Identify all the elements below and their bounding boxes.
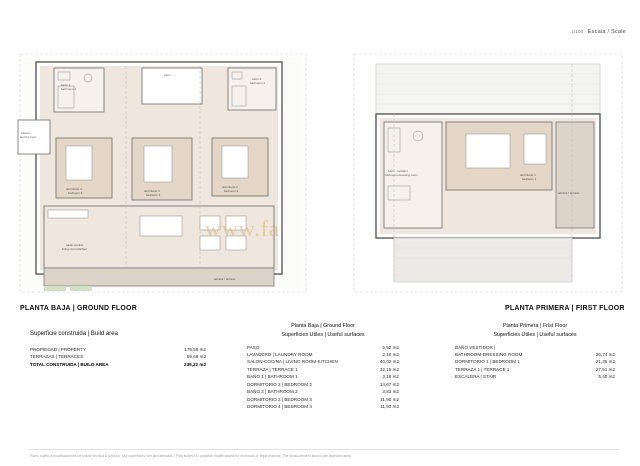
svg-text:trastero: trastero [21, 131, 31, 135]
row-value: 40,02 m2 [379, 359, 399, 365]
svg-text:bedroom 2: bedroom 2 [224, 189, 239, 193]
table-row [30, 353, 206, 360]
row-value: 21,35 m2 [595, 359, 615, 365]
table-row [247, 388, 399, 395]
row-value: 11,90 m2 [380, 404, 399, 409]
footer-divider [30, 449, 620, 450]
svg-text:terraza / terrace: terraza / terrace [558, 191, 580, 195]
row-label: LAVADERO | LAUNDRY ROOM [247, 351, 313, 357]
svg-text:dormitorio 2: dormitorio 2 [222, 185, 238, 189]
svg-text:living room-kitchen: living room-kitchen [62, 247, 88, 251]
table-row [247, 351, 399, 358]
first-floor-surfaces-table [455, 322, 615, 381]
row-value: 26,74 m2 [595, 351, 615, 357]
row-value: 14,67 m2 [379, 381, 399, 387]
row-label: ESCALERA | STAIR [455, 374, 497, 380]
ground-floor-surfaces-table [247, 322, 399, 410]
row-value: 175,56 m2 [184, 346, 206, 352]
footer-note: Plano sujeto a modificaciones de índole técnica o jurídica. Las superficies son aproximadas / Plan subject to possible modifications for technical or legal reasons. The measurement shown are approximately. [30, 454, 352, 458]
svg-text:bedroom 3: bedroom 3 [146, 193, 161, 197]
table-row-total [30, 361, 206, 368]
row-label: BAÑO 2 | BATHROOM 2 [247, 389, 298, 395]
row-label: TERRAZA 1 | TERRACE 1 [455, 366, 510, 372]
table-row [455, 344, 615, 351]
heading-line-2: Superficies Utiles | Useful surfaces [493, 331, 577, 338]
row-value: 59,66 m2 [186, 354, 206, 360]
row-value: 5,52 m2 [382, 344, 399, 350]
svg-text:dormitorio 1: dormitorio 1 [520, 173, 536, 177]
table-row [247, 366, 399, 373]
row-value: 32,15 m2 [379, 366, 399, 372]
row-label: PASO [247, 344, 260, 350]
row-label: TOTAL CONSTRUIDA | BUILD AREA [30, 361, 109, 367]
row-label: BAÑO 1 | BATHROOM 1 [247, 374, 298, 380]
table-row [30, 346, 206, 353]
table-row [247, 344, 399, 351]
row-label: SALON-COCINA | LIVING ROOM-KITCHEN [247, 359, 338, 365]
row-value: 2,10 m2 [382, 351, 399, 357]
built-area-rows [30, 346, 206, 368]
heading-line-1: Planta Primera | Frist Floor [502, 323, 568, 329]
table-row [455, 358, 615, 365]
svg-text:baño 2: baño 2 [252, 77, 262, 81]
svg-text:bedroom 1: bedroom 1 [522, 177, 537, 181]
row-label: DORMITORIO 2 | BEDROOM 2 [247, 381, 312, 387]
row-label: DORMITORIO 4 | BEDROOM 4 [247, 404, 312, 409]
ground-floor-title: PLANTA BAJA | GROUND FLOOR [20, 305, 137, 312]
watermark: www.fa [205, 216, 280, 241]
table-row [247, 373, 399, 380]
svg-text:laundry room: laundry room [20, 135, 37, 139]
table-row [455, 366, 615, 373]
svg-text:baño 1: baño 1 [61, 83, 71, 87]
first-floor-plan [348, 50, 630, 300]
svg-text:salón-cocina: salón-cocina [66, 243, 83, 247]
row-value: 11,90 m2 [380, 396, 399, 402]
row-label: TERRAZAS | TERRACES [30, 354, 84, 360]
row-label: PROPIEDAD | PROPERTY [30, 346, 86, 352]
first-floor-surfaces-heading [455, 322, 615, 340]
scale-value: 1/100 [571, 29, 584, 34]
svg-text:bathroom-dressing room: bathroom-dressing room [385, 173, 418, 177]
svg-text:bathroom 2: bathroom 2 [250, 81, 266, 85]
table-row [455, 351, 615, 358]
row-value: 5,40 m2 [598, 374, 615, 380]
scale-label: Escala / Scale [587, 29, 626, 35]
row-value: 3,83 m2 [382, 389, 399, 395]
scale-block [571, 20, 626, 38]
row-label: BATHROOM-DRESSING ROOM [455, 351, 523, 357]
row-label: DORMITORIO 1 | BEDROOM 1 [455, 359, 520, 365]
first-floor-title: PLANTA PRIMERA | FIRST FLOOR [505, 305, 625, 312]
svg-text:dormitorio 3: dormitorio 3 [144, 189, 160, 193]
heading-line-2: Superficies Utiles | Useful surfaces [281, 331, 365, 338]
row-label: TERRAZA | TERRACE 1 [247, 366, 298, 372]
row-value: 3,18 m2 [382, 374, 399, 380]
first-floor-rows [455, 344, 615, 381]
svg-text:dormitorio 4: dormitorio 4 [66, 187, 82, 191]
row-value: 235,22 m2 [184, 361, 206, 367]
built-area-table [30, 330, 206, 368]
table-row [247, 403, 399, 410]
table-row [247, 358, 399, 365]
svg-text:bathroom 1: bathroom 1 [61, 87, 77, 91]
ground-floor-plan [14, 50, 314, 300]
row-value: 27,51 m2 [595, 366, 615, 372]
table-row [247, 396, 399, 403]
row-label: BAÑO VESTIDOR | [455, 344, 496, 350]
built-area-heading: Superficie construida | Build area [30, 331, 118, 337]
row-label: DORMITORIO 3 | BEDROOM 3 [247, 396, 312, 402]
svg-text:terraza / terrace: terraza / terrace [214, 277, 236, 281]
svg-text:bedroom 4: bedroom 4 [68, 191, 83, 195]
ground-floor-rows [247, 344, 399, 411]
table-row [247, 381, 399, 388]
svg-text:baño - vestidor: baño - vestidor [388, 169, 408, 173]
ground-floor-surfaces-heading [247, 322, 399, 340]
row-value [569, 344, 615, 351]
svg-text:patio: patio [164, 73, 171, 77]
table-row [455, 373, 615, 380]
heading-line-1: Planta Baja | Ground Floor [291, 323, 355, 329]
